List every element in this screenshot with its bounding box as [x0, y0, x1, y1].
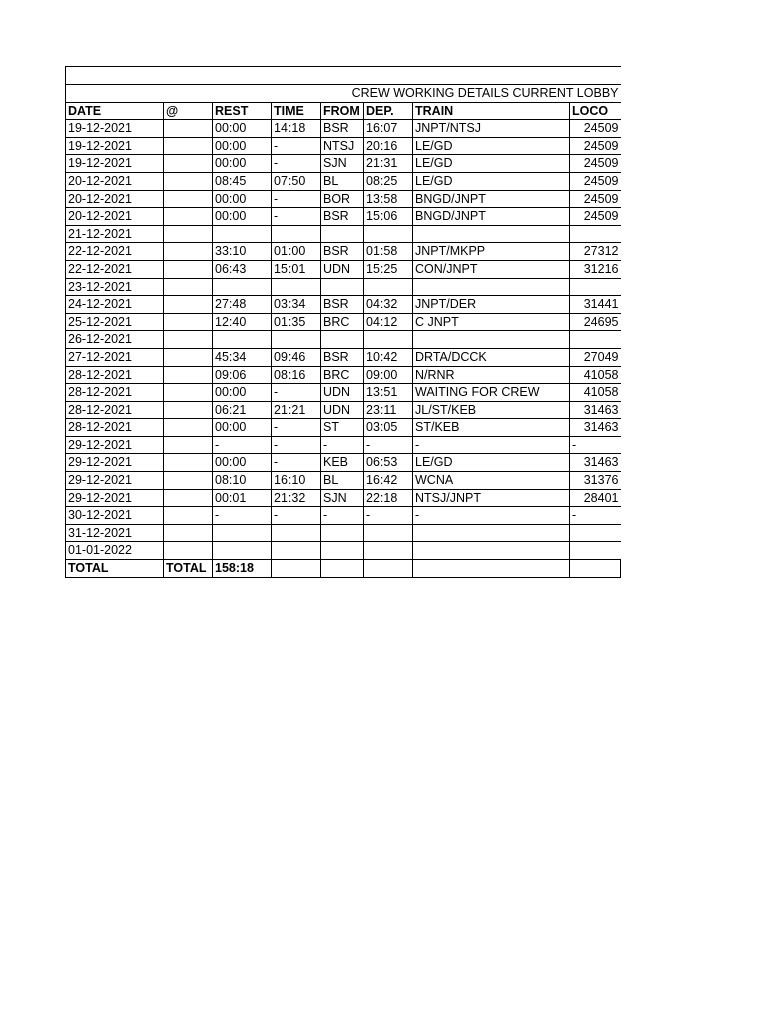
- cell-date: 20-12-2021: [66, 172, 164, 190]
- cell-loco: 24509: [570, 137, 621, 155]
- table-row: [66, 454, 621, 472]
- table-row: [66, 419, 621, 437]
- cell-from: BSR: [321, 296, 364, 314]
- cell-at: [164, 384, 213, 402]
- cell-rest: 09:06: [213, 366, 272, 384]
- table-row: [66, 137, 621, 155]
- cell-train: -: [413, 507, 570, 525]
- cell-dep: 16:07: [364, 120, 413, 138]
- cell-dep: [364, 331, 413, 349]
- cell-loco: 31463: [570, 454, 621, 472]
- cell-dep: 06:53: [364, 454, 413, 472]
- cell-loco: 27049: [570, 348, 621, 366]
- cell-from: BSR: [321, 120, 364, 138]
- crew-working-table: [65, 66, 621, 578]
- total-empty-cell: [570, 560, 621, 578]
- cell-train: C JNPT: [413, 313, 570, 331]
- cell-rest: 06:43: [213, 260, 272, 278]
- cell-from: BOR: [321, 190, 364, 208]
- header-dep: DEP.: [364, 102, 413, 120]
- cell-rest: [213, 278, 272, 296]
- table-row: [66, 296, 621, 314]
- cell-dep: 15:06: [364, 208, 413, 226]
- cell-date: 28-12-2021: [66, 419, 164, 437]
- cell-date: 19-12-2021: [66, 155, 164, 173]
- cell-loco: 31463: [570, 419, 621, 437]
- table-row: [66, 384, 621, 402]
- cell-train: DRTA/DCCK: [413, 348, 570, 366]
- cell-at: [164, 172, 213, 190]
- cell-time: 08:16: [272, 366, 321, 384]
- cell-loco: 24509: [570, 155, 621, 173]
- table-row: [66, 225, 621, 243]
- total-label: TOTAL: [66, 560, 164, 578]
- table-row: [66, 472, 621, 490]
- cell-rest: [213, 331, 272, 349]
- table-row: [66, 172, 621, 190]
- header-loco: LOCO: [570, 102, 621, 120]
- cell-at: [164, 542, 213, 560]
- table-row: [66, 507, 621, 525]
- cell-loco: 24509: [570, 172, 621, 190]
- cell-at: [164, 507, 213, 525]
- cell-date: 29-12-2021: [66, 436, 164, 454]
- cell-time: [272, 331, 321, 349]
- cell-loco: 41058: [570, 384, 621, 402]
- cell-date: 28-12-2021: [66, 366, 164, 384]
- cell-at: [164, 524, 213, 542]
- cell-at: [164, 366, 213, 384]
- cell-at: [164, 243, 213, 261]
- cell-date: 19-12-2021: [66, 120, 164, 138]
- title-row: [66, 85, 621, 103]
- cell-at: [164, 348, 213, 366]
- cell-at: [164, 155, 213, 173]
- table-row: [66, 260, 621, 278]
- cell-date: 31-12-2021: [66, 524, 164, 542]
- table-row: [66, 436, 621, 454]
- cell-train: JL/ST/KEB: [413, 401, 570, 419]
- total-label-2: TOTAL: [164, 560, 213, 578]
- cell-from: BSR: [321, 243, 364, 261]
- cell-train: WAITING FOR CREW: [413, 384, 570, 402]
- cell-dep: 20:16: [364, 137, 413, 155]
- cell-loco: [570, 524, 621, 542]
- cell-at: [164, 454, 213, 472]
- cell-loco: -: [570, 507, 621, 525]
- cell-from: UDN: [321, 384, 364, 402]
- cell-rest: -: [213, 507, 272, 525]
- cell-from: SJN: [321, 155, 364, 173]
- table-row: [66, 489, 621, 507]
- cell-dep: 15:25: [364, 260, 413, 278]
- cell-date: 25-12-2021: [66, 313, 164, 331]
- header-time: TIME: [272, 102, 321, 120]
- cell-from: UDN: [321, 260, 364, 278]
- cell-rest: 00:00: [213, 190, 272, 208]
- table-row: [66, 331, 621, 349]
- cell-dep: 04:12: [364, 313, 413, 331]
- cell-time: [272, 278, 321, 296]
- cell-train: -: [413, 436, 570, 454]
- cell-time: -: [272, 454, 321, 472]
- cell-loco: -: [570, 436, 621, 454]
- cell-from: ST: [321, 419, 364, 437]
- cell-date: 20-12-2021: [66, 208, 164, 226]
- cell-from: [321, 225, 364, 243]
- cell-time: 15:01: [272, 260, 321, 278]
- cell-time: 21:21: [272, 401, 321, 419]
- cell-from: NTSJ: [321, 137, 364, 155]
- cell-from: BSR: [321, 208, 364, 226]
- cell-rest: -: [213, 436, 272, 454]
- cell-loco: [570, 225, 621, 243]
- cell-time: -: [272, 384, 321, 402]
- cell-at: [164, 260, 213, 278]
- cell-dep: 01:58: [364, 243, 413, 261]
- table-row: [66, 190, 621, 208]
- cell-from: UDN: [321, 401, 364, 419]
- cell-loco: [570, 278, 621, 296]
- cell-dep: [364, 524, 413, 542]
- cell-time: [272, 225, 321, 243]
- cell-rest: 00:00: [213, 137, 272, 155]
- blank-top-row: [66, 67, 621, 85]
- cell-from: [321, 542, 364, 560]
- header-rest: REST: [213, 102, 272, 120]
- cell-time: 03:34: [272, 296, 321, 314]
- cell-train: WCNA: [413, 472, 570, 490]
- header-from: FROM: [321, 102, 364, 120]
- cell-rest: 00:00: [213, 384, 272, 402]
- sheet-title: CREW WORKING DETAILS CURRENT LOBBY: [66, 85, 621, 103]
- blank-cell: [66, 67, 621, 85]
- cell-train: LE/GD: [413, 172, 570, 190]
- cell-rest: 27:48: [213, 296, 272, 314]
- header-at: @: [164, 102, 213, 120]
- total-empty-cell: [272, 560, 321, 578]
- cell-time: 21:32: [272, 489, 321, 507]
- cell-rest: 45:34: [213, 348, 272, 366]
- cell-dep: 22:18: [364, 489, 413, 507]
- cell-dep: 13:51: [364, 384, 413, 402]
- cell-loco: 24509: [570, 190, 621, 208]
- cell-date: 30-12-2021: [66, 507, 164, 525]
- cell-train: N/RNR: [413, 366, 570, 384]
- table-body: [66, 67, 621, 578]
- cell-at: [164, 436, 213, 454]
- cell-time: -: [272, 436, 321, 454]
- cell-loco: 41058: [570, 366, 621, 384]
- cell-rest: 08:10: [213, 472, 272, 490]
- cell-dep: [364, 542, 413, 560]
- cell-rest: [213, 524, 272, 542]
- cell-at: [164, 137, 213, 155]
- cell-from: BL: [321, 472, 364, 490]
- cell-rest: 00:00: [213, 419, 272, 437]
- cell-rest: 00:00: [213, 120, 272, 138]
- cell-from: [321, 278, 364, 296]
- total-row: [66, 560, 621, 578]
- cell-train: LE/GD: [413, 137, 570, 155]
- cell-dep: 21:31: [364, 155, 413, 173]
- cell-train: LE/GD: [413, 454, 570, 472]
- cell-at: [164, 419, 213, 437]
- cell-rest: [213, 225, 272, 243]
- cell-dep: [364, 225, 413, 243]
- cell-rest: 06:21: [213, 401, 272, 419]
- cell-at: [164, 278, 213, 296]
- cell-train: [413, 225, 570, 243]
- cell-date: 29-12-2021: [66, 454, 164, 472]
- table-row: [66, 120, 621, 138]
- cell-from: SJN: [321, 489, 364, 507]
- cell-train: JNPT/MKPP: [413, 243, 570, 261]
- cell-dep: 13:58: [364, 190, 413, 208]
- cell-at: [164, 313, 213, 331]
- cell-train: JNPT/DER: [413, 296, 570, 314]
- cell-train: [413, 331, 570, 349]
- cell-from: BSR: [321, 348, 364, 366]
- cell-from: BRC: [321, 366, 364, 384]
- table-row: [66, 313, 621, 331]
- cell-dep: 23:11: [364, 401, 413, 419]
- cell-train: [413, 524, 570, 542]
- cell-loco: 31441: [570, 296, 621, 314]
- cell-time: -: [272, 208, 321, 226]
- cell-rest: 00:00: [213, 208, 272, 226]
- cell-train: BNGD/JNPT: [413, 190, 570, 208]
- table-row: [66, 542, 621, 560]
- cell-at: [164, 401, 213, 419]
- cell-time: 01:35: [272, 313, 321, 331]
- cell-dep: 03:05: [364, 419, 413, 437]
- table-row: [66, 401, 621, 419]
- cell-at: [164, 120, 213, 138]
- cell-date: 27-12-2021: [66, 348, 164, 366]
- cell-dep: -: [364, 507, 413, 525]
- cell-from: [321, 524, 364, 542]
- cell-dep: 16:42: [364, 472, 413, 490]
- cell-date: 28-12-2021: [66, 384, 164, 402]
- cell-date: 28-12-2021: [66, 401, 164, 419]
- cell-from: BRC: [321, 313, 364, 331]
- cell-at: [164, 331, 213, 349]
- cell-time: -: [272, 137, 321, 155]
- cell-date: 01-01-2022: [66, 542, 164, 560]
- cell-time: -: [272, 507, 321, 525]
- header-train: TRAIN: [413, 102, 570, 120]
- table-row: [66, 243, 621, 261]
- cell-date: 22-12-2021: [66, 243, 164, 261]
- cell-rest: 33:10: [213, 243, 272, 261]
- cell-loco: 24509: [570, 120, 621, 138]
- cell-at: [164, 472, 213, 490]
- cell-loco: 31216: [570, 260, 621, 278]
- table-row: [66, 278, 621, 296]
- cell-dep: [364, 278, 413, 296]
- cell-from: BL: [321, 172, 364, 190]
- cell-loco: [570, 331, 621, 349]
- cell-date: 24-12-2021: [66, 296, 164, 314]
- cell-train: NTSJ/JNPT: [413, 489, 570, 507]
- table-row: [66, 155, 621, 173]
- cell-dep: 09:00: [364, 366, 413, 384]
- cell-time: [272, 542, 321, 560]
- cell-loco: 31463: [570, 401, 621, 419]
- cell-time: 01:00: [272, 243, 321, 261]
- cell-at: [164, 296, 213, 314]
- cell-date: 23-12-2021: [66, 278, 164, 296]
- cell-rest: 12:40: [213, 313, 272, 331]
- cell-date: 20-12-2021: [66, 190, 164, 208]
- cell-train: JNPT/NTSJ: [413, 120, 570, 138]
- cell-from: KEB: [321, 454, 364, 472]
- cell-train: [413, 542, 570, 560]
- cell-at: [164, 225, 213, 243]
- cell-at: [164, 208, 213, 226]
- cell-from: [321, 331, 364, 349]
- crew-working-sheet: [65, 66, 620, 578]
- cell-time: -: [272, 419, 321, 437]
- total-rest: 158:18: [213, 560, 272, 578]
- cell-dep: -: [364, 436, 413, 454]
- cell-train: LE/GD: [413, 155, 570, 173]
- cell-time: -: [272, 155, 321, 173]
- cell-time: [272, 524, 321, 542]
- total-empty-cell: [413, 560, 570, 578]
- cell-time: -: [272, 190, 321, 208]
- cell-dep: 08:25: [364, 172, 413, 190]
- cell-rest: 08:45: [213, 172, 272, 190]
- cell-train: BNGD/JNPT: [413, 208, 570, 226]
- cell-train: ST/KEB: [413, 419, 570, 437]
- total-empty-cell: [364, 560, 413, 578]
- cell-loco: 31376: [570, 472, 621, 490]
- cell-time: 07:50: [272, 172, 321, 190]
- cell-time: 16:10: [272, 472, 321, 490]
- header-date: DATE: [66, 102, 164, 120]
- table-row: [66, 348, 621, 366]
- cell-from: -: [321, 436, 364, 454]
- cell-date: 26-12-2021: [66, 331, 164, 349]
- cell-date: 22-12-2021: [66, 260, 164, 278]
- cell-train: [413, 278, 570, 296]
- cell-loco: 24509: [570, 208, 621, 226]
- cell-train: CON/JNPT: [413, 260, 570, 278]
- cell-at: [164, 489, 213, 507]
- table-row: [66, 524, 621, 542]
- cell-loco: 27312: [570, 243, 621, 261]
- cell-from: -: [321, 507, 364, 525]
- cell-date: 29-12-2021: [66, 489, 164, 507]
- table-row: [66, 208, 621, 226]
- cell-time: 09:46: [272, 348, 321, 366]
- cell-rest: 00:00: [213, 155, 272, 173]
- header-row: [66, 102, 621, 120]
- cell-rest: 00:01: [213, 489, 272, 507]
- cell-rest: [213, 542, 272, 560]
- cell-at: [164, 190, 213, 208]
- cell-dep: 10:42: [364, 348, 413, 366]
- total-empty-cell: [321, 560, 364, 578]
- cell-dep: 04:32: [364, 296, 413, 314]
- cell-loco: 24695: [570, 313, 621, 331]
- cell-date: 21-12-2021: [66, 225, 164, 243]
- cell-date: 19-12-2021: [66, 137, 164, 155]
- cell-loco: [570, 542, 621, 560]
- cell-date: 29-12-2021: [66, 472, 164, 490]
- cell-rest: 00:00: [213, 454, 272, 472]
- table-row: [66, 366, 621, 384]
- cell-time: 14:18: [272, 120, 321, 138]
- cell-loco: 28401: [570, 489, 621, 507]
